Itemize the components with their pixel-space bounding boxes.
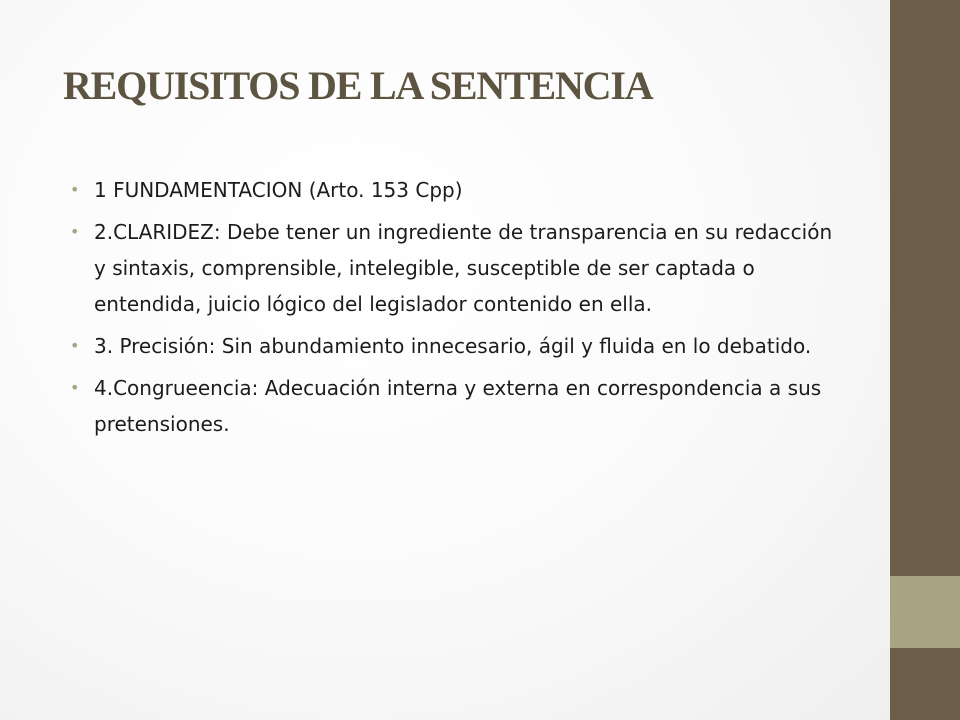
- side-band-accent: [890, 576, 960, 648]
- bullet-item-congruencia: [70, 370, 840, 442]
- side-band-top: [890, 0, 960, 576]
- bullet-text: 2.CLARIDEZ: Debe tener un ingrediente de transparencia en su redacción y sintaxis, comprensible, intelegible, susceptible de ser captada o entendida, juicio lógico del legislador contenido en ella.: [94, 220, 833, 316]
- bullet-text: 4.Congrueencia: Adecuación interna y externa en correspondencia a sus pretensiones.: [94, 376, 822, 436]
- bullet-icon: •: [70, 378, 80, 397]
- bullet-list: [70, 172, 840, 448]
- bullet-icon: •: [70, 180, 80, 199]
- bullet-icon: •: [70, 222, 80, 241]
- slide-title: REQUISITOS DE LA SENTENCIA: [63, 63, 653, 108]
- bullet-item-fundamentacion: [70, 172, 840, 208]
- bullet-text: 1 FUNDAMENTACION (Arto. 153 Cpp): [94, 178, 463, 202]
- bullet-text: 3. Precisión: Sin abundamiento innecesario, ágil y fluida en lo debatido.: [94, 334, 812, 358]
- bullet-item-precision: [70, 328, 840, 364]
- bullet-icon: •: [70, 336, 80, 355]
- side-band-bottom: [890, 648, 960, 720]
- bullet-item-claridez: [70, 214, 840, 322]
